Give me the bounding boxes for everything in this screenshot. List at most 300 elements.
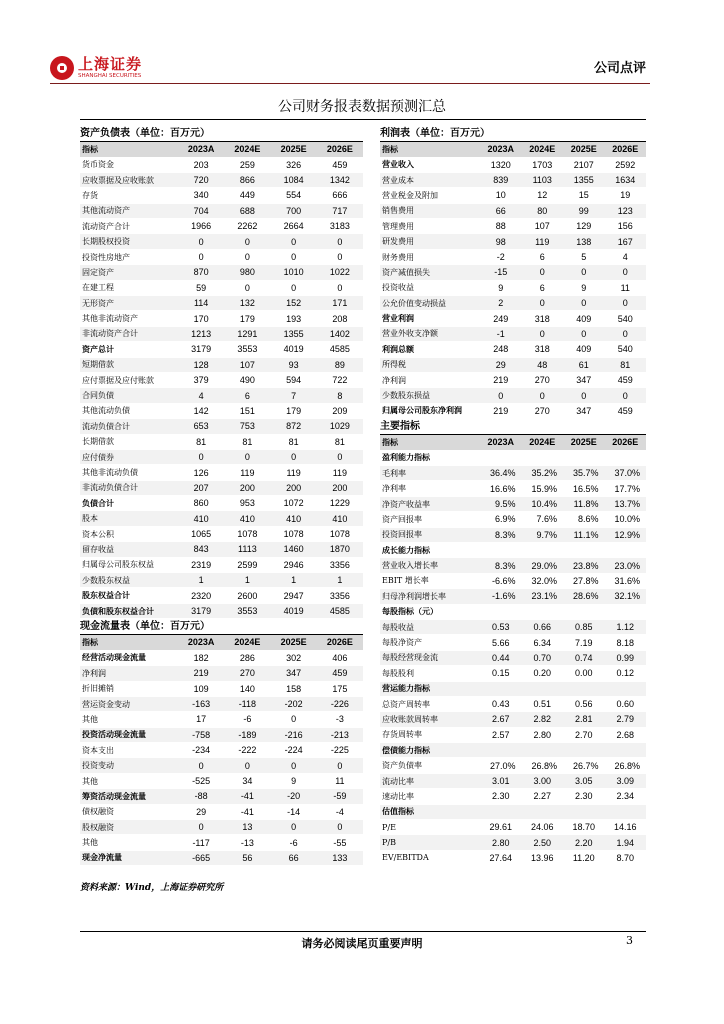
cell-value: 1870 [317, 542, 363, 557]
cell-value: 0 [178, 249, 224, 264]
cell-value: 128 [178, 357, 224, 372]
cell-value: 193 [271, 311, 317, 326]
cell-value: 0 [178, 820, 224, 835]
cell-value: 8.70 [605, 850, 647, 865]
row-label: 资产总计 [80, 342, 178, 357]
footer-divider [80, 931, 646, 932]
table-header-row [80, 635, 363, 650]
cell-value: 18.70 [563, 820, 605, 835]
cell-value: 0 [563, 326, 605, 341]
cell-value: 1084 [271, 172, 317, 187]
cell-value: -525 [178, 773, 224, 788]
title-divider [80, 119, 646, 120]
cell-value: 10.0% [605, 512, 647, 527]
cell-value: 2.27 [522, 789, 564, 804]
table-row [80, 234, 363, 249]
cell-value: 0 [605, 326, 647, 341]
cell-value: 81 [224, 434, 270, 449]
table-row [380, 773, 646, 788]
row-label: 长期股权投资 [80, 234, 178, 249]
row-label: 其他 [80, 835, 178, 850]
cell-value: 2.79 [605, 712, 647, 727]
table-row [80, 372, 363, 387]
table-row [380, 481, 646, 496]
column-header: 2026E [605, 142, 647, 157]
cell-value: 29.0% [522, 558, 564, 573]
cell-value: -55 [317, 835, 363, 850]
cell-value [563, 804, 605, 819]
cell-value: 1078 [271, 526, 317, 541]
cell-value: 688 [224, 203, 270, 218]
table-row [380, 403, 646, 418]
cell-value: 3.09 [605, 773, 647, 788]
table-row [80, 557, 363, 572]
cell-value: 449 [224, 188, 270, 203]
cell-value: 270 [224, 666, 270, 681]
cash-flow-table [80, 635, 363, 866]
key-metrics-title: 主要指标 [380, 419, 646, 435]
cell-value: 1229 [317, 496, 363, 511]
cell-value: 208 [317, 311, 363, 326]
table-header-row [80, 142, 363, 157]
cell-value: 490 [224, 372, 270, 387]
cell-value [605, 604, 647, 619]
row-label: 财务费用 [380, 249, 480, 264]
row-label: 投资回报率 [380, 527, 480, 542]
table-row [80, 434, 363, 449]
cell-value: 866 [224, 172, 270, 187]
cell-value: 0.56 [563, 696, 605, 711]
cell-value: 3179 [178, 603, 224, 618]
cell-value: 13.7% [605, 496, 647, 511]
key-metrics-table [380, 435, 646, 866]
row-label: 其他非流动负债 [80, 465, 178, 480]
cell-value: 0.51 [522, 696, 564, 711]
cell-value: -758 [178, 727, 224, 742]
cell-value: 10.4% [522, 496, 564, 511]
row-label: 偿债能力指标 [380, 743, 480, 758]
cell-value: -4 [317, 804, 363, 819]
cell-value: 410 [271, 511, 317, 526]
cell-value: 0 [178, 449, 224, 464]
cell-value: 2.81 [563, 712, 605, 727]
row-label: 每股净资产 [380, 635, 480, 650]
row-label: 营业收入 [380, 157, 480, 172]
cell-value: 0 [563, 265, 605, 280]
cell-value: 81 [605, 357, 647, 372]
column-header: 2025E [271, 635, 317, 650]
cell-value: 29 [480, 357, 522, 372]
cell-value: 107 [522, 219, 564, 234]
table-row [80, 727, 363, 742]
cell-value: 0 [224, 249, 270, 264]
row-label: 资产回报率 [380, 512, 480, 527]
cell-value: 0 [522, 296, 564, 311]
income-statement-title: 利润表（单位：百万元） [380, 126, 646, 142]
cell-value: 953 [224, 496, 270, 511]
table-row [80, 743, 363, 758]
cell-value: 2599 [224, 557, 270, 572]
cell-value: 0.70 [522, 650, 564, 665]
cell-value: 27.64 [480, 850, 522, 865]
cell-value: 3553 [224, 603, 270, 618]
cell-value: -665 [178, 850, 224, 865]
cell-value: 88 [480, 219, 522, 234]
row-label: 净资产收益率 [380, 496, 480, 511]
cell-value: -13 [224, 835, 270, 850]
row-label: 营业成本 [380, 172, 480, 187]
row-label: 净利润 [380, 372, 480, 387]
cell-value: 126 [178, 465, 224, 480]
logo-icon [50, 56, 74, 80]
balance-sheet-title: 资产负债表（单位：百万元） [80, 126, 363, 142]
table-row [380, 372, 646, 387]
cell-value: 5 [563, 249, 605, 264]
row-label: 少数股东权益 [80, 573, 178, 588]
table-row [80, 603, 363, 618]
row-label: 股东权益合计 [80, 588, 178, 603]
cell-value: 0 [271, 712, 317, 727]
cell-value: 175 [317, 681, 363, 696]
cell-value: -118 [224, 696, 270, 711]
cell-value: 2947 [271, 588, 317, 603]
table-row [380, 650, 646, 665]
cell-value: 302 [271, 650, 317, 665]
table-row [80, 296, 363, 311]
cell-value: 1.94 [605, 835, 647, 850]
cell-value: 16.5% [563, 481, 605, 496]
cell-value: 219 [480, 403, 522, 418]
cell-value: 872 [271, 419, 317, 434]
table-row [380, 542, 646, 557]
cell-value: 1078 [224, 526, 270, 541]
row-label: 研发费用 [380, 234, 480, 249]
cell-value: -1 [480, 326, 522, 341]
cell-value: 200 [224, 480, 270, 495]
cell-value: 89 [317, 357, 363, 372]
cell-value: 340 [178, 188, 224, 203]
cell-value: 17 [178, 712, 224, 727]
cell-value: 410 [317, 511, 363, 526]
row-label: 每股经营现金流 [380, 650, 480, 665]
cell-value: 5.66 [480, 635, 522, 650]
table-row [380, 789, 646, 804]
cell-value: 119 [224, 465, 270, 480]
cell-value [563, 681, 605, 696]
cell-value [563, 604, 605, 619]
cell-value: 6 [224, 388, 270, 403]
cell-value: -59 [317, 789, 363, 804]
table-row [380, 850, 646, 865]
row-label: 其他 [80, 712, 178, 727]
row-label: 非流动资产合计 [80, 326, 178, 341]
table-row [80, 311, 363, 326]
cell-value: 0.43 [480, 696, 522, 711]
cell-value: 1.12 [605, 619, 647, 634]
document-type: 公司点评 [593, 61, 646, 76]
cell-value [480, 450, 522, 465]
row-label: 营运能力指标 [380, 681, 480, 696]
row-label: 资本公积 [80, 526, 178, 541]
cell-value: 56 [224, 850, 270, 865]
column-header: 指标 [80, 142, 178, 157]
cell-value: 207 [178, 480, 224, 495]
cell-value: 23.0% [605, 558, 647, 573]
cell-value [480, 743, 522, 758]
cell-value: 0.53 [480, 619, 522, 634]
cell-value: 2.34 [605, 789, 647, 804]
column-header: 2026E [317, 635, 363, 650]
cell-value: 0 [271, 449, 317, 464]
table-row [380, 388, 646, 403]
cell-value: 3183 [317, 219, 363, 234]
table-row [380, 188, 646, 203]
cell-value: 286 [224, 650, 270, 665]
cell-value [480, 804, 522, 819]
cell-value: 9.5% [480, 496, 522, 511]
row-label: 速动比率 [380, 789, 480, 804]
cell-value: 540 [605, 311, 647, 326]
cell-value: 171 [317, 296, 363, 311]
column-header: 指标 [80, 635, 178, 650]
page-header [50, 50, 650, 90]
cell-value [605, 804, 647, 819]
cell-value: 81 [178, 434, 224, 449]
cell-value: -1.6% [480, 589, 522, 604]
row-label: 负债合计 [80, 496, 178, 511]
cell-value: 1 [178, 573, 224, 588]
table-row [380, 635, 646, 650]
cell-value: 0 [271, 234, 317, 249]
row-label: 股权融资 [80, 820, 178, 835]
cell-value: -216 [271, 727, 317, 742]
cell-value: 347 [563, 403, 605, 418]
row-label: 投资变动 [80, 758, 178, 773]
cell-value: 200 [317, 480, 363, 495]
table-row [380, 758, 646, 773]
column-header: 2026E [605, 435, 647, 450]
table-row [380, 172, 646, 187]
logo-english-name: SHANGHAI SECURITIES [78, 72, 142, 79]
cell-value: 16.6% [480, 481, 522, 496]
cell-value: -3 [317, 712, 363, 727]
cell-value [480, 542, 522, 557]
cell-value: 0 [605, 296, 647, 311]
cell-value: 409 [563, 311, 605, 326]
cell-value: 249 [480, 311, 522, 326]
cell-value: -234 [178, 743, 224, 758]
cell-value: 4019 [271, 342, 317, 357]
cell-value: 2.30 [480, 789, 522, 804]
cell-value: 326 [271, 157, 317, 172]
row-label: 每股指标（元） [380, 604, 480, 619]
cell-value: 133 [317, 850, 363, 865]
row-label: 其他 [80, 773, 178, 788]
cell-value: 107 [224, 357, 270, 372]
column-header: 2023A [480, 142, 522, 157]
cell-value: 0.00 [563, 666, 605, 681]
cell-value: 142 [178, 403, 224, 418]
table-row [80, 850, 363, 865]
cell-value: 0 [317, 820, 363, 835]
row-label: 固定资产 [80, 265, 178, 280]
cell-value: 27.8% [563, 573, 605, 588]
cell-value: 13.96 [522, 850, 564, 865]
cell-value: 219 [480, 372, 522, 387]
cell-value [522, 542, 564, 557]
cell-value: 12 [522, 188, 564, 203]
cell-value: 9 [563, 280, 605, 295]
cell-value: 9 [271, 773, 317, 788]
cell-value: -6 [224, 712, 270, 727]
cell-value: 459 [317, 666, 363, 681]
row-label: 货币资金 [80, 157, 178, 172]
row-label: 净利率 [380, 481, 480, 496]
table-row [380, 589, 646, 604]
cell-value: 31.6% [605, 573, 647, 588]
cell-value: 9 [480, 280, 522, 295]
row-label: 股本 [80, 511, 178, 526]
cell-value: 860 [178, 496, 224, 511]
cell-value: 12.9% [605, 527, 647, 542]
row-label: 应收票据及应收账款 [80, 172, 178, 187]
balance-sheet-table [80, 142, 363, 619]
right-column [380, 126, 646, 866]
cell-value: 2.50 [522, 835, 564, 850]
row-label: P/B [380, 835, 480, 850]
row-label: 销售费用 [380, 203, 480, 218]
row-label: 营业外收支净额 [380, 326, 480, 341]
row-label: 投资收益 [380, 280, 480, 295]
row-label: 投资活动现金流量 [80, 727, 178, 742]
cell-value: 1320 [480, 157, 522, 172]
cell-value: 61 [563, 357, 605, 372]
cell-value: 870 [178, 265, 224, 280]
cell-value: 209 [317, 403, 363, 418]
cell-value: -41 [224, 789, 270, 804]
table-row [80, 773, 363, 788]
table-row [380, 558, 646, 573]
table-row [80, 666, 363, 681]
cell-value: 152 [271, 296, 317, 311]
table-row [380, 342, 646, 357]
cell-value: 700 [271, 203, 317, 218]
row-label: 营业利润 [380, 311, 480, 326]
row-label: 归母净利润增长率 [380, 589, 480, 604]
cell-value: 1010 [271, 265, 317, 280]
column-header: 2024E [224, 635, 270, 650]
cell-value: 7.6% [522, 512, 564, 527]
cell-value: 0 [224, 280, 270, 295]
cell-value: 0.12 [605, 666, 647, 681]
cell-value: 138 [563, 234, 605, 249]
table-row [80, 326, 363, 341]
cell-value: 0 [317, 249, 363, 264]
cell-value: 3179 [178, 342, 224, 357]
cell-value: 4 [178, 388, 224, 403]
cell-value: 409 [563, 342, 605, 357]
cell-value: 0 [563, 388, 605, 403]
cell-value: 2319 [178, 557, 224, 572]
cell-value: 2 [480, 296, 522, 311]
table-row [380, 804, 646, 819]
row-label: 无形资产 [80, 296, 178, 311]
table-row [380, 712, 646, 727]
cell-value: 1460 [271, 542, 317, 557]
cell-value: 2.82 [522, 712, 564, 727]
table-row [380, 527, 646, 542]
cell-value: 379 [178, 372, 224, 387]
cell-value: 0 [480, 388, 522, 403]
cell-value: 0 [317, 449, 363, 464]
cell-value: 32.1% [605, 589, 647, 604]
cell-value: 23.8% [563, 558, 605, 573]
cell-value: 0.44 [480, 650, 522, 665]
cell-value: 248 [480, 342, 522, 357]
cell-value: 3356 [317, 588, 363, 603]
table-row [80, 172, 363, 187]
cell-value: 0 [271, 820, 317, 835]
cell-value: 270 [522, 403, 564, 418]
cell-value: 81 [271, 434, 317, 449]
cell-value: 8 [317, 388, 363, 403]
cell-value: 11.20 [563, 850, 605, 865]
table-row [380, 219, 646, 234]
cell-value: -6 [271, 835, 317, 850]
table-row [380, 619, 646, 634]
cell-value: 11.1% [563, 527, 605, 542]
cell-value [522, 743, 564, 758]
cell-value: 843 [178, 542, 224, 557]
cell-value: -222 [224, 743, 270, 758]
cell-value: 3.05 [563, 773, 605, 788]
table-row [80, 419, 363, 434]
cell-value: 66 [480, 203, 522, 218]
table-row [380, 835, 646, 850]
cash-flow-title: 现金流量表（单位：百万元） [80, 619, 363, 635]
cell-value [563, 450, 605, 465]
cell-value: 23.1% [522, 589, 564, 604]
cell-value: 2.80 [480, 835, 522, 850]
table-row [380, 666, 646, 681]
cell-value: 10 [480, 188, 522, 203]
cell-value: -163 [178, 696, 224, 711]
cell-value: 2262 [224, 219, 270, 234]
cell-value: 6 [522, 280, 564, 295]
row-label: 筹资活动现金流量 [80, 789, 178, 804]
row-label: 债权融资 [80, 804, 178, 819]
row-label: 流动资产合计 [80, 219, 178, 234]
cell-value: 29.61 [480, 820, 522, 835]
cell-value: 140 [224, 681, 270, 696]
cell-value: 200 [271, 480, 317, 495]
row-label: 流动比率 [380, 773, 480, 788]
row-label: P/E [380, 820, 480, 835]
cell-value: 1634 [605, 172, 647, 187]
cell-value: 0 [522, 326, 564, 341]
cell-value: 0 [224, 449, 270, 464]
cell-value: 459 [605, 372, 647, 387]
cell-value: 839 [480, 172, 522, 187]
row-label: 其他非流动资产 [80, 311, 178, 326]
cell-value [563, 542, 605, 557]
row-label: 管理费用 [380, 219, 480, 234]
cell-value: 0 [178, 234, 224, 249]
cell-value: 717 [317, 203, 363, 218]
table-header-row [380, 435, 646, 450]
cell-value: 2.20 [563, 835, 605, 850]
row-label: 少数股东损益 [380, 388, 480, 403]
